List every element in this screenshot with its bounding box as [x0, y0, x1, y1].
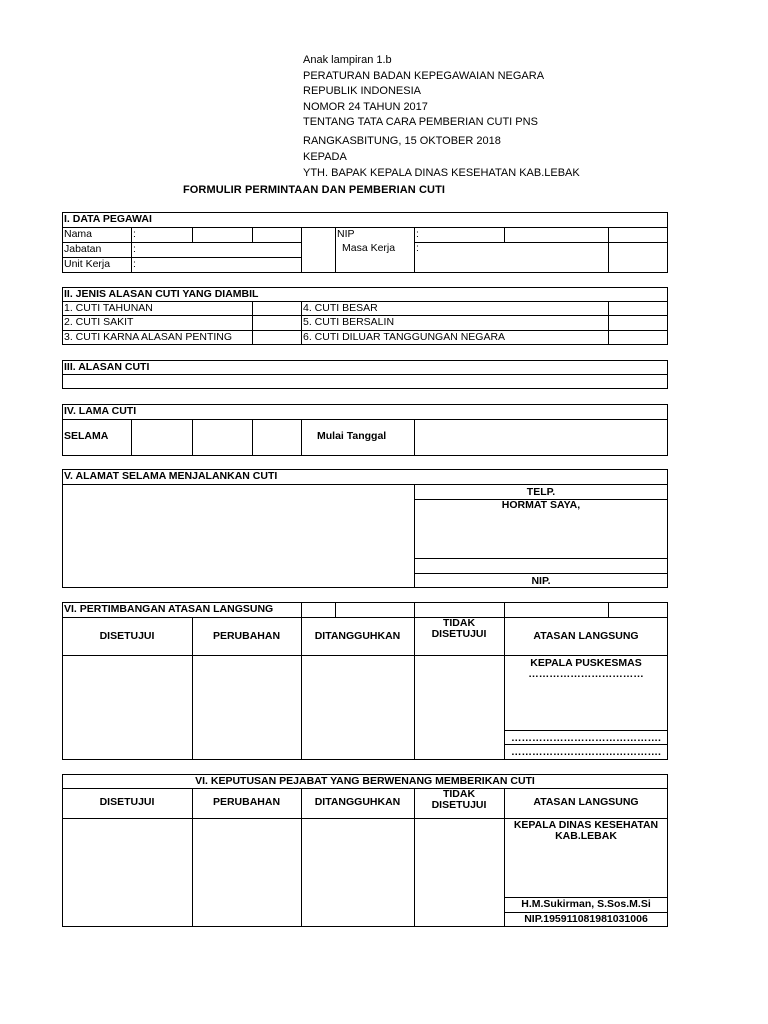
header-line: PERATURAN BADAN KEPEGAWAIAN NEGARA — [303, 69, 545, 82]
official-nip: NIP.195911081981031006 — [524, 913, 648, 925]
col-disetujui: DISETUJUI — [99, 796, 155, 808]
to-label: KEPADA — [303, 151, 347, 163]
cuti-option: 6. CUTI DILUAR TANGGUNGAN NEGARA — [303, 331, 506, 343]
nip-signature: NIP. — [531, 575, 551, 587]
nip-label: NIP — [337, 228, 355, 240]
section7-title: VI. KEPUTUSAN PEJABAT YANG BERWENANG MEMBERIKAN CUTI — [195, 775, 535, 787]
colon: : — [416, 228, 419, 240]
cuti-option: 5. CUTI BERSALIN — [303, 316, 395, 328]
col-atasan-langsung: ATASAN LANGSUNG — [533, 796, 639, 808]
unit-kerja-label: Unit Kerja — [64, 258, 111, 270]
telp-label: TELP. — [526, 486, 556, 498]
header-line: Anak lampiran 1.b — [303, 54, 392, 66]
col-tidak: TIDAK — [442, 617, 476, 629]
col-ditangguhkan: DITANGGUHKAN — [314, 630, 401, 642]
official-name: H.M.Sukirman, S.Sos.M.Si — [521, 898, 651, 910]
letter-header — [303, 53, 544, 131]
form-title: FORMULIR PERMINTAAN DAN PEMBERIAN CUTI — [182, 184, 446, 196]
header-line: TENTANG TATA CARA PEMBERIAN CUTI PNS — [303, 116, 538, 128]
mulai-tanggal-label: Mulai Tanggal — [317, 430, 387, 442]
colon: : — [133, 258, 136, 270]
selama-label: SELAMA — [64, 430, 109, 442]
col-atasan-langsung: ATASAN LANGSUNG — [533, 630, 639, 642]
header-line: NOMOR 24 TAHUN 2017 — [303, 100, 428, 113]
section6-title: VI. PERTIMBANGAN ATASAN LANGSUNG — [64, 603, 274, 615]
section4-title: IV. LAMA CUTI — [64, 405, 137, 417]
kepala-dinas: KEPALA DINAS KESEHATAN — [513, 819, 659, 831]
kab-lebak: KAB.LEBAK — [555, 830, 617, 842]
jabatan-label: Jabatan — [64, 243, 102, 255]
header-line: REPUBLIK INDONESIA — [303, 85, 421, 97]
colon: : — [133, 228, 136, 240]
recipient: YTH. BAPAK KEPALA DINAS KESEHATAN KAB.LEBAK — [303, 167, 580, 179]
col-tidak-disetujui: DISETUJUI — [431, 799, 487, 811]
letter-address — [303, 133, 580, 181]
cuti-option: 4. CUTI BESAR — [303, 302, 378, 314]
kepala-puskesmas: KEPALA PUSKESMAS — [530, 657, 642, 669]
nip-dots: ……………………………………. — [511, 746, 661, 758]
col-perubahan: PERUBAHAN — [212, 630, 281, 642]
col-tidak-disetujui: DISETUJUI — [431, 628, 487, 640]
section5-title: V. ALAMAT SELAMA MENJALANKAN CUTI — [64, 470, 278, 482]
col-disetujui: DISETUJUI — [99, 630, 155, 642]
col-tidak: TIDAK — [442, 788, 476, 800]
cuti-option: 3. CUTI KARNA ALASAN PENTING — [64, 331, 233, 343]
col-ditangguhkan: DITANGGUHKAN — [314, 796, 401, 808]
name-dots: ……………………………………. — [511, 732, 661, 744]
section2-title: II. JENIS ALASAN CUTI YANG DIAMBIL — [64, 288, 259, 300]
col-perubahan: PERUBAHAN — [212, 796, 281, 808]
section1-title: I. DATA PEGAWAI — [64, 213, 152, 225]
nama-label: Nama — [64, 228, 93, 240]
section3-title: III. ALASAN CUTI — [64, 361, 150, 373]
masa-kerja-label: Masa Kerja — [342, 242, 396, 254]
cuti-option: 2. CUTI SAKIT — [64, 316, 134, 328]
cuti-option: 1. CUTI TAHUNAN — [64, 302, 153, 314]
place-date: RANGKASBITUNG, 15 OKTOBER 2018 — [303, 135, 501, 147]
hormat-saya: HORMAT SAYA, — [501, 499, 581, 511]
colon: : — [133, 243, 136, 255]
colon: : — [416, 242, 419, 254]
signature-dots: …………………………… — [528, 668, 644, 680]
